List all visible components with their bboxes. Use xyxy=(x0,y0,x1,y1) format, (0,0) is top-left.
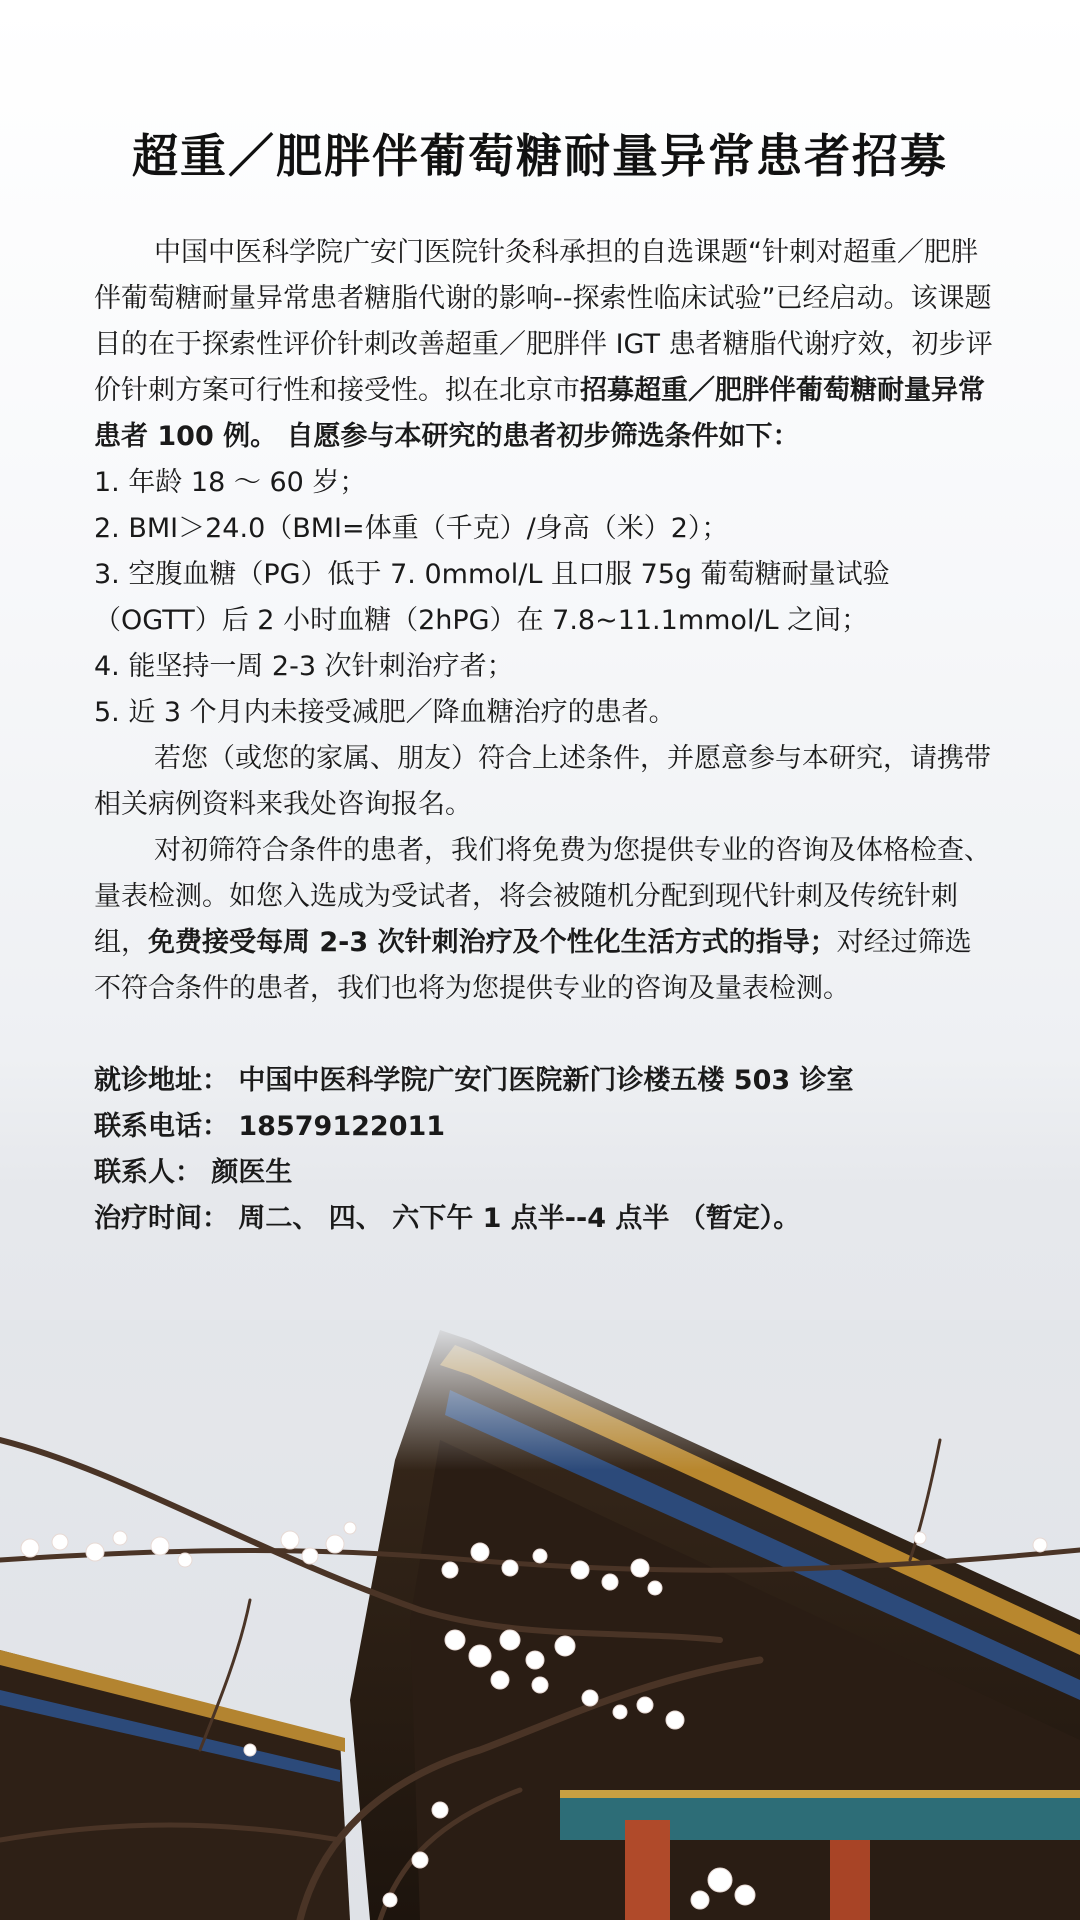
contact-phone: 联系电话： 18579122011 xyxy=(94,1111,446,1142)
treatment-hours: 治疗时间： 周二、 四、 六下午 1 点半--4 点半 （暂定）。 xyxy=(94,1203,801,1234)
contact-info xyxy=(94,1058,994,1242)
sky-fade xyxy=(0,1320,1080,1920)
benefits-paragraph xyxy=(94,828,994,1012)
screening-criteria xyxy=(94,460,994,736)
criterion-item: 3. 空腹血糖（PG）低于 7. 0mmol/L 且口服 75g 葡萄糖耐量试验（OGTT）后 2 小时血糖（2hPG）在 7.8~11.1mmol/L 之间； xyxy=(94,559,890,636)
criterion-item: 1. 年龄 18 ～ 60 岁； xyxy=(94,467,367,498)
temple-blossom-illustration xyxy=(0,1320,1080,1920)
criterion-item: 4. 能坚持一周 2-3 次针刺治疗者； xyxy=(94,651,514,682)
clinic-address: 就诊地址： 中国中医科学院广安门医院新门诊楼五楼 503 诊室 xyxy=(94,1065,854,1096)
contact-person: 联系人： 颜医生 xyxy=(94,1157,293,1188)
criterion-item: 2. BMI＞24.0（BMI=体重（千克）/身高（米）2）； xyxy=(94,513,729,544)
intro-bold-text: 招募超重／肥胖伴葡萄糖耐量异常患者 100 例。 自愿参与本研究的患者初步筛选条件如下： xyxy=(94,375,985,452)
benefits-bold-text: 免费接受每周 2-3 次针刺治疗及个性化生活方式的指导； xyxy=(148,927,837,958)
criterion-item: 5. 近 3 个月内未接受减肥／降血糖治疗的患者。 xyxy=(94,697,676,728)
poster-body xyxy=(94,230,994,1242)
intro-text: 中国中医科学院广安门医院针灸科承担的自选课题“针刺对超重／肥胖伴葡萄糖耐量异常患者糖脂代谢的影响--探索性临床试验”已经启动。该课题目的在于探索性评价针刺改善超重／肥胖伴 IGT 患者糖脂代谢疗效，初步评价针刺方案可行性和接受性。拟在北京市 xyxy=(94,237,993,406)
invitation-paragraph: 若您（或您的家属、朋友）符合上述条件，并愿意参与本研究，请携带相关病例资料来我处咨询报名。 xyxy=(94,743,991,820)
intro-paragraph xyxy=(94,230,994,460)
poster-title: 超重／肥胖伴葡萄糖耐量异常患者招募 xyxy=(132,129,948,183)
benefits-text: 对初筛符合条件的患者，我们将免费为您提供专业的咨询及体格检查、量表检测。如您入选成为受试者，将会被随机分配到现代针刺及传统针刺组， xyxy=(94,835,991,958)
benefits-text-end: 对经过筛选不符合条件的患者，我们也将为您提供专业的咨询及量表检测。 xyxy=(94,927,972,1004)
